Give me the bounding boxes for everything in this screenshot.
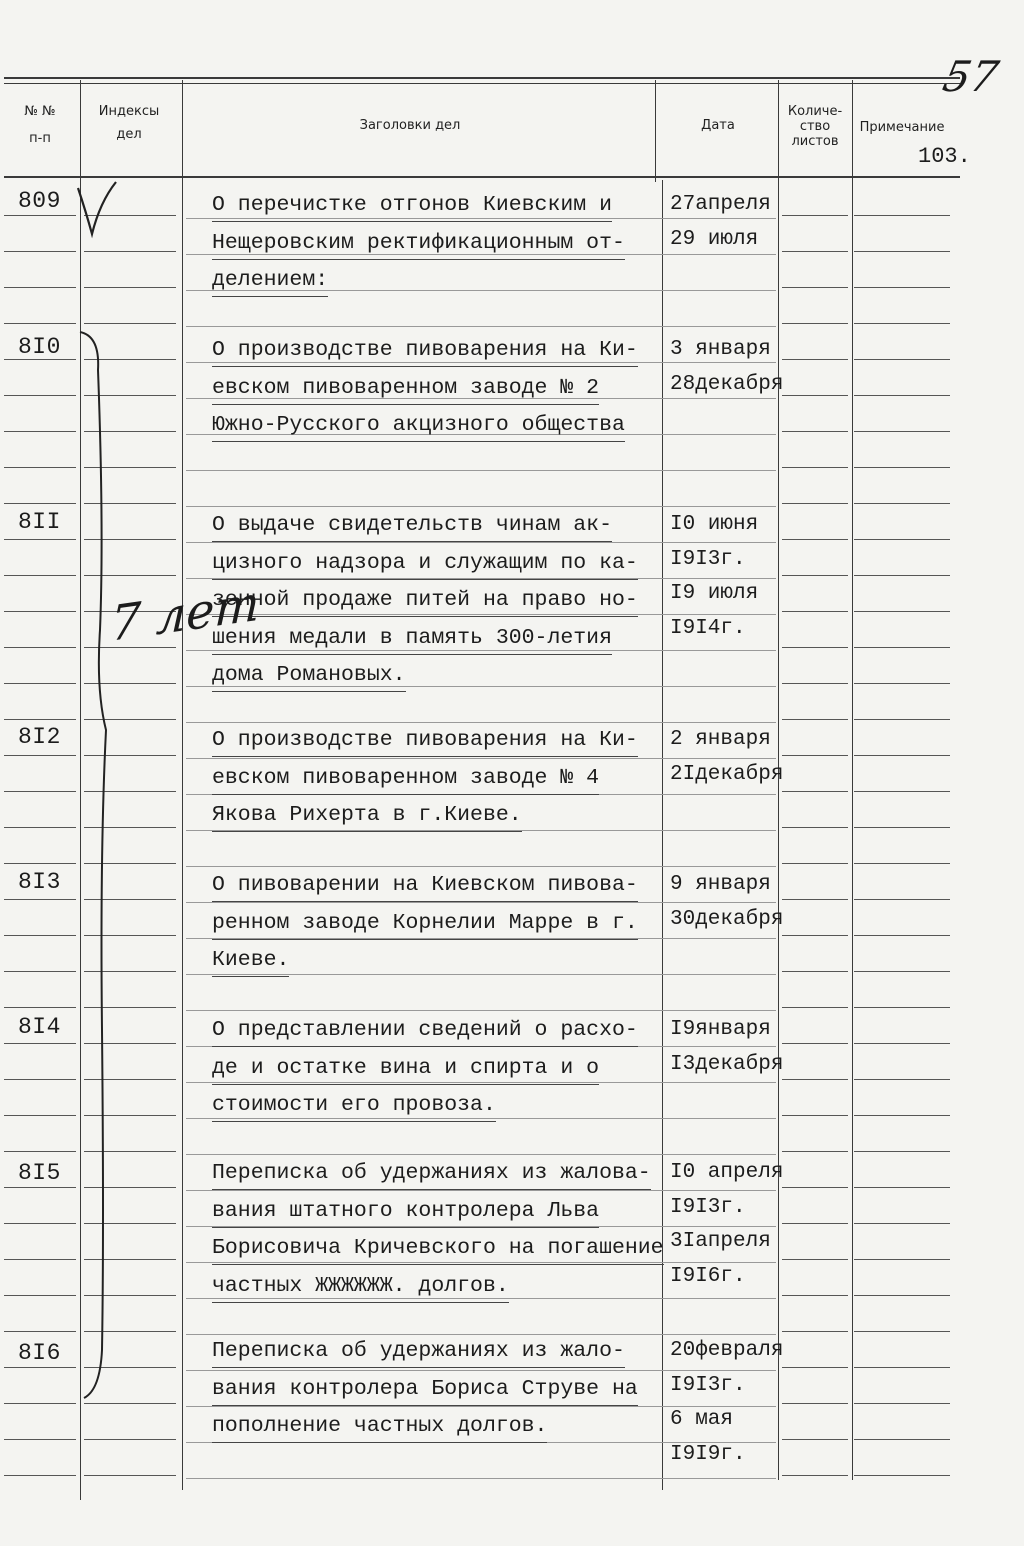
ruled-line (4, 863, 76, 864)
ruled-line (84, 251, 176, 252)
case-title-line: стоимости его провоза. (212, 1090, 496, 1122)
page-number: 57 (938, 52, 1003, 101)
ruled-line (84, 1439, 176, 1440)
ruled-line (782, 251, 848, 252)
ruled-line (854, 1403, 950, 1404)
ruled-line (782, 575, 848, 576)
ruled-line (782, 899, 848, 900)
bracket-icon (76, 330, 116, 1410)
ruled-line (4, 719, 76, 720)
ruled-line (782, 1331, 848, 1332)
ruled-line (854, 575, 950, 576)
case-title-line: Южно-Русского акцизного общества (212, 410, 625, 442)
ruled-line (4, 1223, 76, 1224)
ruled-line (186, 1010, 776, 1011)
ruled-line (854, 1295, 950, 1296)
ruled-line (4, 539, 76, 540)
ruled-line (186, 506, 776, 507)
case-title (212, 333, 662, 446)
ruled-line (782, 971, 848, 972)
case-date-line: 9 января (670, 873, 771, 896)
case-title-line: зенной продаже питей на право но- (212, 585, 638, 617)
ruled-line (854, 899, 950, 900)
handwritten-annotation: 7 лет (109, 575, 261, 653)
ruled-line (782, 1223, 848, 1224)
ruled-line (782, 1259, 848, 1260)
col-line-3 (655, 80, 656, 182)
ruled-line (854, 431, 950, 432)
ruled-line (782, 647, 848, 648)
ruled-line (4, 467, 76, 468)
case-date-line: 28декабря (670, 372, 784, 396)
case-date-line: I0 апреля (670, 1161, 784, 1184)
case-date (670, 1334, 783, 1472)
ruled-line (4, 1295, 76, 1296)
ruled-line (854, 683, 950, 684)
header-date: Дата (701, 118, 735, 133)
ruled-line (854, 215, 950, 216)
ruled-line (782, 755, 848, 756)
header-index (84, 104, 174, 142)
case-number: 8I4 (18, 1014, 61, 1040)
case-title-line: вания контролера Бориса Струве на (212, 1374, 638, 1406)
ruled-line (854, 1151, 950, 1152)
ruled-line (4, 827, 76, 828)
ruled-line (782, 287, 848, 288)
case-title (212, 723, 662, 836)
ruled-line (854, 395, 950, 396)
header-index-line2: дел (116, 127, 142, 142)
ruled-line (782, 1115, 848, 1116)
ruled-line (4, 1367, 76, 1368)
ruled-line (854, 1187, 950, 1188)
case-date-line: 29 июля (670, 227, 759, 251)
ruled-line (782, 719, 848, 720)
ruled-line (4, 1151, 76, 1152)
ruled-line (854, 971, 950, 972)
ruled-line (4, 1043, 76, 1044)
ruled-line (854, 755, 950, 756)
ruled-line (854, 1259, 950, 1260)
checkmark-icon (74, 182, 124, 242)
ruled-line (4, 1439, 76, 1440)
header-count (778, 104, 852, 149)
ruled-line (782, 1367, 848, 1368)
header-bottom-rule (4, 176, 960, 178)
case-date (670, 333, 783, 402)
ruled-line (4, 755, 76, 756)
ruled-line (782, 431, 848, 432)
ruled-line (4, 1259, 76, 1260)
ruled-line (854, 1331, 950, 1332)
ruled-line (854, 1007, 950, 1008)
ruled-line (4, 935, 76, 936)
case-title-line: Борисовича Кричевского на погашение (212, 1233, 664, 1265)
ruled-line (782, 935, 848, 936)
case-title-line: евском пивоваренном заводе № 2 (212, 373, 599, 405)
ruled-line (84, 323, 176, 324)
ruled-line (782, 683, 848, 684)
ruled-line (782, 863, 848, 864)
ruled-line (4, 575, 76, 576)
ruled-line (84, 1475, 176, 1476)
ruled-line (4, 1475, 76, 1476)
case-title (212, 868, 662, 981)
col-line-5 (852, 80, 853, 1480)
ruled-line (854, 719, 950, 720)
ruled-line (782, 539, 848, 540)
ruled-line (782, 1007, 848, 1008)
ruled-line (854, 647, 950, 648)
ruled-line (854, 1223, 950, 1224)
case-date (670, 868, 783, 937)
ruled-line (4, 323, 76, 324)
ruled-line (186, 866, 776, 867)
case-date-line: I9I6г. (670, 1264, 746, 1288)
case-title-line: Нещеровским ректификационным от- (212, 228, 625, 260)
case-number: 8I3 (18, 869, 61, 895)
header-index-line1: Индексы (98, 104, 160, 119)
case-title (212, 1334, 662, 1447)
ruled-line (782, 215, 848, 216)
case-title-line: ренном заводе Корнелии Марре в г. (212, 908, 638, 940)
case-date-line: I9I9г. (670, 1442, 746, 1466)
case-date (670, 1013, 783, 1082)
ruled-line (782, 467, 848, 468)
ruled-line (782, 1475, 848, 1476)
case-date-line: 2Iдекабря (670, 762, 784, 786)
header-count-line2: ство (799, 119, 831, 134)
case-title-line: пополнение частных долгов. (212, 1411, 547, 1443)
ruled-line (854, 1367, 950, 1368)
case-date-line: 3Iапреля (670, 1230, 771, 1253)
case-title-line: частных ЖЖЖЖЖЖ. долгов. (212, 1271, 509, 1303)
ruled-line (4, 431, 76, 432)
ruled-line (782, 1079, 848, 1080)
col-line-2 (182, 80, 183, 1490)
case-title-line: шения медали в память 300-летия (212, 623, 612, 655)
case-number: 8II (18, 509, 61, 535)
case-number: 8I0 (18, 334, 61, 360)
ruled-line (782, 1043, 848, 1044)
ruled-line (854, 359, 950, 360)
case-date-line: 20февраля (670, 1339, 784, 1362)
case-title-line: О представлении сведений о расхо- (212, 1015, 638, 1047)
ruled-line (782, 503, 848, 504)
case-date-line: I9I3г. (670, 1373, 746, 1397)
ruled-line (854, 791, 950, 792)
case-title (212, 1013, 662, 1126)
ruled-line (4, 1079, 76, 1080)
case-number: 8I5 (18, 1160, 61, 1186)
header-count-line3: листов (791, 134, 839, 149)
ruled-line (782, 791, 848, 792)
ruled-line (4, 395, 76, 396)
ruled-line (854, 287, 950, 288)
header-num (10, 104, 70, 146)
ruled-line (4, 791, 76, 792)
case-date (670, 508, 758, 646)
case-date-line: I0 июня (670, 513, 759, 536)
case-title-line: Переписка об удержаниях из жалова- (212, 1158, 651, 1190)
ruled-line (782, 1187, 848, 1188)
ruled-line (4, 899, 76, 900)
case-date (670, 1156, 783, 1294)
ruled-line (854, 1115, 950, 1116)
ruled-line (782, 359, 848, 360)
ruled-line (782, 827, 848, 828)
ruled-line (854, 1475, 950, 1476)
case-date-line: 30декабря (670, 907, 784, 931)
ruled-line (4, 287, 76, 288)
header-title: Заголовки дел (359, 118, 461, 133)
ruled-line (782, 395, 848, 396)
case-title-line: О выдаче свидетельств чинам ак- (212, 510, 612, 542)
ruled-line (4, 1187, 76, 1188)
case-date-line: I9I3г. (670, 1195, 746, 1219)
case-date-line: I9I3г. (670, 547, 746, 571)
ruled-line (4, 683, 76, 684)
case-title-line: Киеве. (212, 945, 289, 977)
ruled-line (782, 611, 848, 612)
ruled-line (782, 1151, 848, 1152)
ruled-line (186, 1154, 776, 1155)
case-date-line: 27апреля (670, 193, 771, 216)
ruled-line (782, 323, 848, 324)
case-date-line: I9января (670, 1018, 771, 1041)
ruled-line (4, 971, 76, 972)
header-num-line2: п-п (29, 131, 51, 146)
case-title-line: дома Романовых. (212, 660, 406, 692)
ruled-line (4, 503, 76, 504)
ruled-line (782, 1295, 848, 1296)
ruled-line (854, 323, 950, 324)
ruled-line (4, 1331, 76, 1332)
ruled-line (854, 1043, 950, 1044)
case-date-line: I3декабря (670, 1052, 784, 1076)
ruled-line (854, 251, 950, 252)
ruled-line (84, 287, 176, 288)
ruled-line (854, 1079, 950, 1080)
case-title (212, 188, 662, 301)
case-date-line: I9 июля (670, 582, 759, 605)
ruled-line (782, 1403, 848, 1404)
case-date-line: 3 января (670, 338, 771, 361)
case-date-line: 6 мая (670, 1408, 734, 1431)
case-date-line: 2 января (670, 728, 771, 751)
case-date (670, 723, 783, 792)
case-title-line: цизного надзора и служащим по ка- (212, 548, 638, 580)
ruled-line (854, 827, 950, 828)
ruled-line (854, 1439, 950, 1440)
case-title-line: евском пивоваренном заводе № 4 (212, 763, 599, 795)
case-title (212, 1156, 662, 1306)
case-number: 8I6 (18, 1340, 61, 1366)
ruled-line (854, 863, 950, 864)
header-top-rule (4, 77, 960, 79)
case-date-line: I9I4г. (670, 616, 746, 640)
ruled-line (4, 647, 76, 648)
ruled-line (854, 935, 950, 936)
case-date (670, 188, 771, 257)
ruled-line (782, 1439, 848, 1440)
case-title-line: О производстве пивоварения на Ки- (212, 725, 638, 757)
case-title-line: де и остатке вина и спирта и о (212, 1053, 599, 1085)
case-title-line: О производстве пивоварения на Ки- (212, 335, 638, 367)
ruled-line (4, 251, 76, 252)
case-number: 8I2 (18, 724, 61, 750)
case-title-line: О пивоварении на Киевском пивова- (212, 870, 638, 902)
case-title-line: вания штатного контролера Льва (212, 1196, 599, 1228)
sheet-count-note: 103. (918, 144, 971, 169)
ruled-line (186, 1478, 776, 1479)
ruled-line (4, 215, 76, 216)
case-title-line: О перечистке отгонов Киевским и (212, 190, 612, 222)
header-note: Примечание (859, 120, 945, 135)
ruled-line (4, 611, 76, 612)
ruled-line (186, 470, 776, 471)
case-title-line: делением: (212, 265, 328, 297)
header-num-line1: № № (24, 104, 56, 119)
case-title-line: Переписка об удержаниях из жало- (212, 1336, 625, 1368)
ruled-line (854, 611, 950, 612)
ruled-line (854, 503, 950, 504)
case-title-line: Якова Рихерта в г.Киеве. (212, 800, 522, 832)
ruled-line (854, 539, 950, 540)
ruled-line (4, 1115, 76, 1116)
header-count-line1: Количе- (787, 104, 843, 119)
case-title (212, 508, 662, 696)
ruled-line (854, 467, 950, 468)
ruled-line (4, 1403, 76, 1404)
ruled-line (4, 1007, 76, 1008)
case-number: 809 (18, 188, 61, 214)
col-line-3b (662, 180, 663, 1490)
header-top-rule-2 (4, 83, 960, 84)
ruled-line (186, 326, 776, 327)
